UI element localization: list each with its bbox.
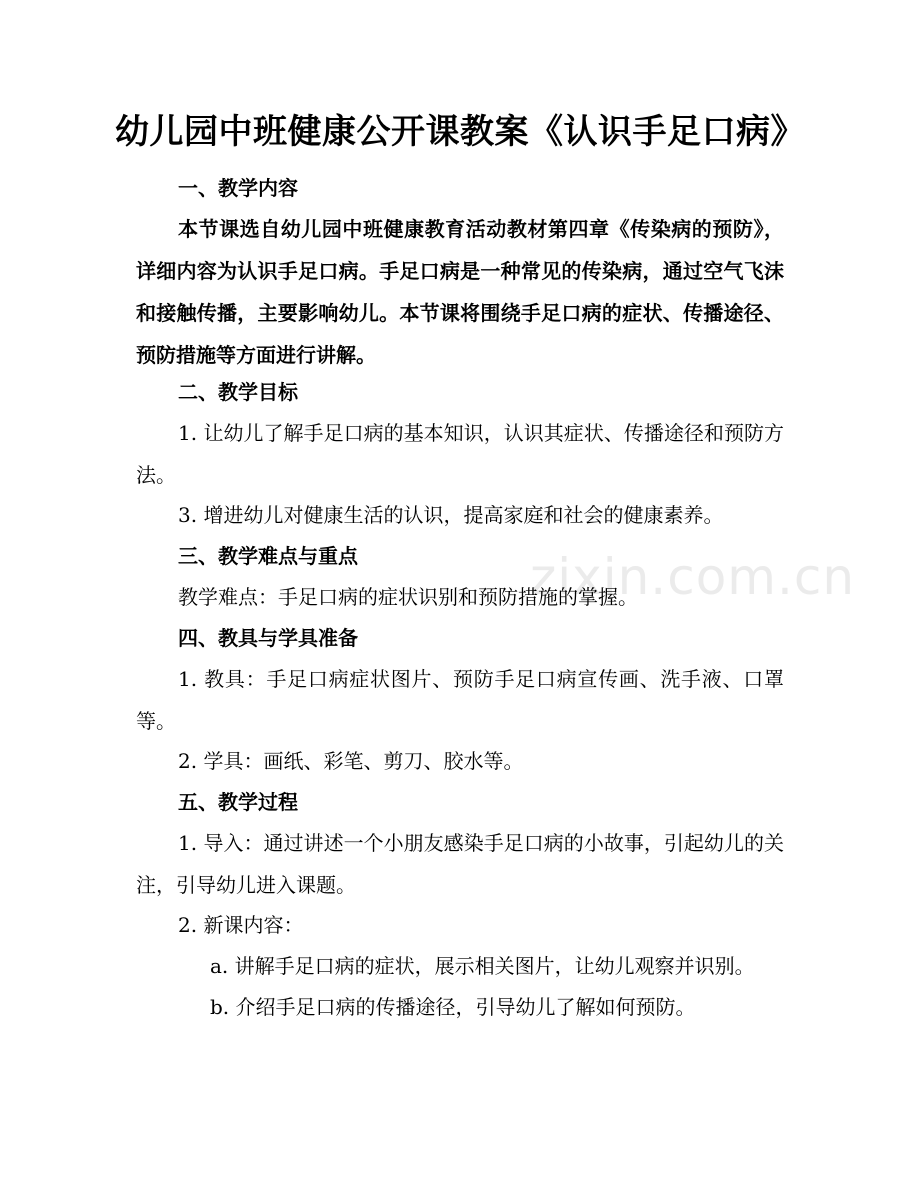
difficulty-text: 教学难点：手足口病的症状识别和预防措施的掌握。 xyxy=(178,585,638,609)
process-item-1: 1. 导入：通过讲述一个小朋友感染手足口病的小故事，引起幼儿的关注，引导幼儿进入课题。 xyxy=(136,831,784,897)
watermark: zixin.com.cn xyxy=(530,548,856,606)
process-sub-item-b: b. 介绍手足口病的传播途径，引导幼儿了解如何预防。 xyxy=(210,995,696,1019)
objective-item-3: 3. 增进幼儿对健康生活的认识，提高家庭和社会的健康素养。 xyxy=(178,503,724,527)
process-item-2: 2. 新课内容： xyxy=(178,913,304,937)
materials-item-2: 2. 学具：画纸、彩笔、剪刀、胶水等。 xyxy=(178,749,524,773)
section-heading-difficulties: 三、教学难点与重点 xyxy=(178,544,358,568)
document-title: 幼儿园中班健康公开课教案《认识手足口病》 xyxy=(115,112,805,152)
section-heading-process: 五、教学过程 xyxy=(178,790,298,814)
section-paragraph-content: 本节课选自幼儿园中班健康教育活动教材第四章《传染病的预防》，详细内容为认识手足口病。手足口病是一种常见的传染病，通过空气飞沫和接触传播，主要影响幼儿。本节课将围绕手足口病的症状、传播途径、预防措施等方面进行讲解。 xyxy=(136,217,784,367)
materials-item-1: 1. 教具：手足口病症状图片、预防手足口病宣传画、洗手液、口罩等。 xyxy=(136,667,784,733)
section-heading-objectives: 二、教学目标 xyxy=(178,380,298,404)
objective-item-1: 1. 让幼儿了解手足口病的基本知识，认识其症状、传播途径和预防方法。 xyxy=(136,421,784,487)
section-heading-content: 一、教学内容 xyxy=(178,176,298,200)
section-heading-materials: 四、教具与学具准备 xyxy=(178,626,358,650)
process-sub-item-a: a. 讲解手足口病的症状，展示相关图片，让幼儿观察并识别。 xyxy=(210,954,755,978)
